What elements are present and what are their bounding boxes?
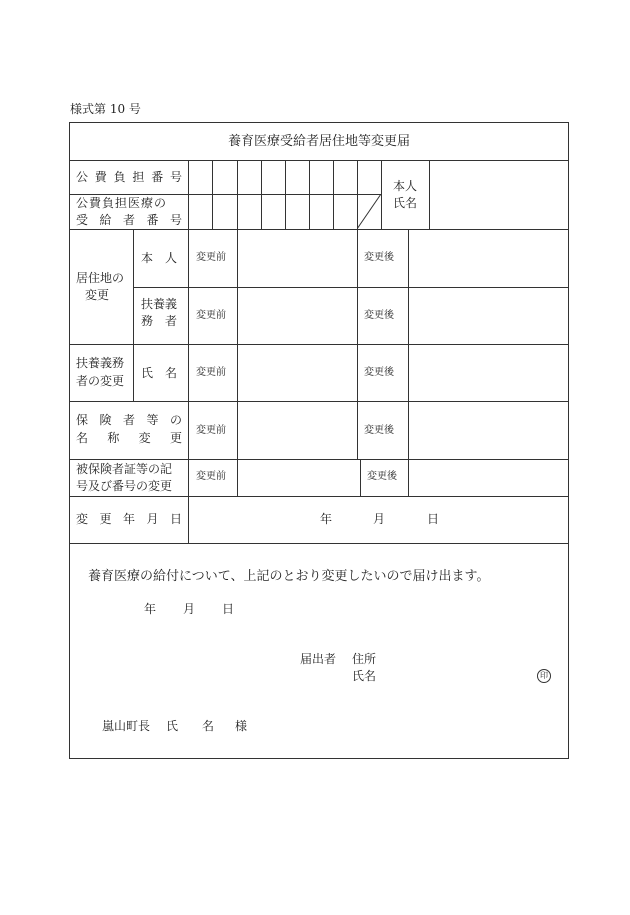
digit-line-2 (237, 160, 238, 229)
rule-residence-bottom (69, 344, 569, 345)
applicant-name-label: 氏名 (352, 669, 377, 683)
applicant-label: 届出者 (300, 652, 337, 666)
insurer-name-label-1: 保 険 者 等 の (76, 413, 182, 427)
address-label: 住所 (352, 652, 377, 666)
guardian-change-label-2: 者の変更 (76, 374, 125, 388)
digit-line-4 (285, 160, 286, 229)
digit-line-5 (309, 160, 310, 229)
digit-line-1 (212, 160, 213, 229)
before-label-insurer: 変更前 (196, 425, 226, 436)
frame-right (568, 122, 569, 759)
date-year-label: 年 (320, 512, 333, 526)
rule-date-bottom (69, 543, 569, 544)
rule-insurer-bottom (69, 459, 569, 460)
rule-cert-bottom (69, 496, 569, 497)
residence-change-label-2: 変更 (85, 288, 110, 302)
rule-number-bottom (69, 229, 569, 230)
before-label-name: 変更前 (196, 367, 226, 378)
before-label-residence: 変更前 (196, 252, 226, 263)
insured-cert-label-1: 被保険者証等の記 (76, 462, 173, 476)
date-month-label: 月 (373, 512, 386, 526)
guardian-label-2: 務 者 (141, 314, 178, 328)
public-payer-number-label: 公 費 負 担 番 号 (76, 170, 182, 184)
after-label-cert: 変更後 (367, 471, 397, 482)
name-label: 氏 名 (141, 366, 178, 380)
frame-left (69, 122, 70, 759)
rule-title (69, 160, 569, 161)
change-date-label: 変 更 年 月 日 (76, 512, 182, 526)
addressee-suffix: 様 (235, 719, 248, 733)
addressee-name: 氏 名 (166, 719, 215, 733)
after-label-guardian: 変更後 (364, 310, 394, 321)
rule-residence-mid (133, 287, 569, 288)
rule-number-mid (69, 194, 381, 195)
insured-cert-label-2: 号及び番号の変更 (76, 479, 173, 493)
guardian-label-1: 扶養義 (141, 297, 178, 311)
before-label-cert: 変更前 (196, 471, 226, 482)
recipient-number-label-2: 受 給 者 番 号 (76, 213, 182, 227)
addressee: 嵐山町長 (102, 719, 151, 733)
rule-after-label (357, 229, 358, 459)
submit-year-label: 年 (144, 602, 157, 616)
self-label: 本 人 (141, 251, 178, 265)
after-label-residence: 変更後 (364, 252, 394, 263)
form-title: 養育医療受給者居住地等変更届 (227, 134, 410, 149)
residence-change-label-1: 居住地の (76, 271, 125, 285)
submit-month-label: 月 (183, 602, 196, 616)
frame-top (69, 122, 569, 123)
rule-main-label (188, 229, 189, 543)
recipient-number-label-1: 公費負担医療の (76, 196, 168, 210)
submit-day-label: 日 (222, 602, 235, 616)
rule-after-value (408, 229, 409, 496)
rule-sub-label (133, 229, 134, 401)
declaration-text: 養育医療の給付について、上記のとおり変更したいので届け出ます。 (88, 569, 490, 584)
date-day-label: 日 (427, 512, 440, 526)
rule-guardian-bottom (69, 401, 569, 402)
frame-bottom (69, 758, 569, 759)
person-label: 本人 (393, 179, 418, 193)
rule-after-label-cert (360, 459, 361, 496)
guardian-change-label-1: 扶養義務 (76, 356, 125, 370)
rule-number-label (188, 160, 189, 229)
diagonal-slash (357, 194, 382, 230)
digit-line-6 (333, 160, 334, 229)
digit-line-3 (261, 160, 262, 229)
rule-person-name (429, 160, 430, 229)
seal-mark: 印 (537, 669, 551, 683)
person-name-label: 氏名 (393, 196, 418, 210)
after-label-insurer: 変更後 (364, 425, 394, 436)
insurer-name-label-2: 名 称 変 更 (76, 431, 182, 445)
before-label-guardian: 変更前 (196, 310, 226, 321)
rule-before-value (237, 229, 238, 496)
form-number: 様式第 10 号 (70, 102, 141, 116)
after-label-name: 変更後 (364, 367, 394, 378)
